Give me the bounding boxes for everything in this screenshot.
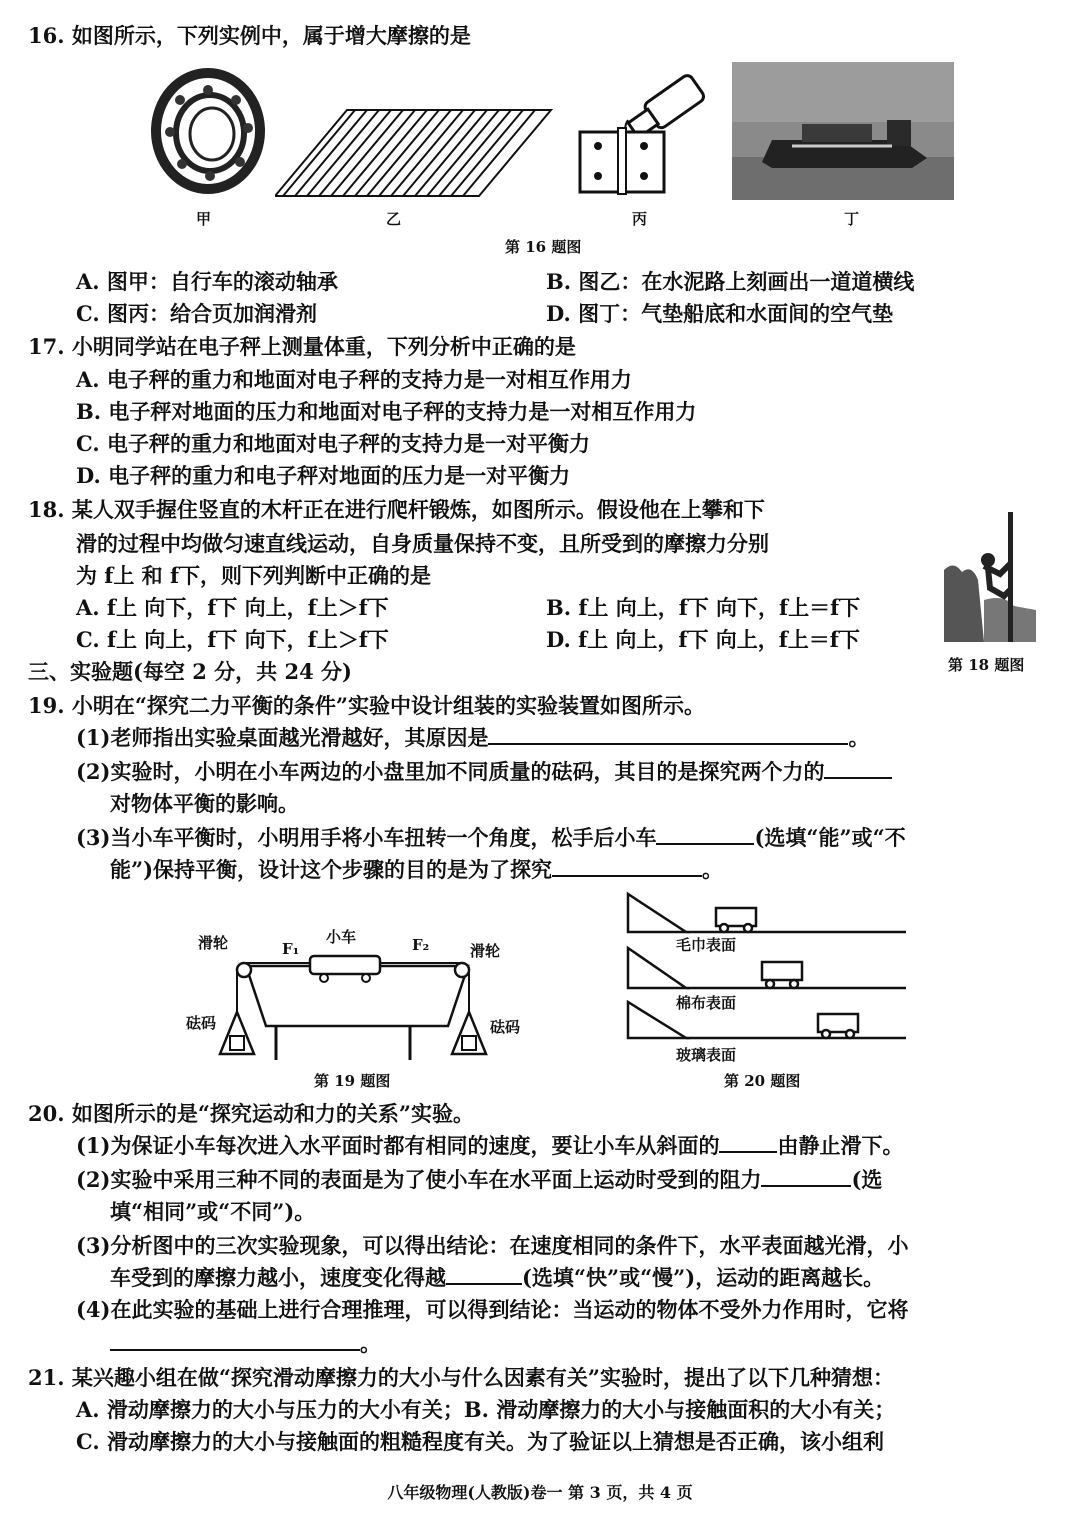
q19-blank1[interactable]	[488, 725, 848, 745]
q20-part2b: 填“相同”或“不同”)。	[110, 1199, 316, 1224]
q17-option-a: A. 电子秤的重力和地面对电子秤的支持力是一对相互作用力	[76, 367, 632, 392]
q19-part3a-text: (3)当小车平衡时，小明用手将小车扭转一个角度，松手后小车	[76, 825, 657, 850]
q20-part3b-tail: (选填“快”或“慢”)，运动的距离越长。	[522, 1265, 885, 1290]
q16-option-c: C. 图丙：给合页加润滑剂	[76, 301, 317, 326]
fig20-ramps	[618, 886, 908, 1056]
fig20-glass: 玻璃表面	[676, 1046, 737, 1064]
fig16-label-jia: 甲	[196, 210, 212, 228]
q17-option-b: B. 电子秤对地面的压力和地面对电子秤的支持力是一对相互作用力	[76, 399, 697, 424]
q20-stem: 20. 如图所示的是“探究运动和力的关系”实验。	[28, 1101, 475, 1126]
q18-option-d: D. f上 向上，f下 向上，f上＝f下	[546, 627, 860, 652]
fig19-caption: 第 19 题图	[314, 1072, 391, 1090]
q19-part2a	[76, 758, 892, 786]
fig20-towel: 毛巾表面	[676, 936, 737, 954]
pole-climber-photo	[944, 510, 1036, 642]
q18-option-c: C. f上 向上，f下 向下，f上＞f下	[76, 627, 389, 652]
fig16-label-bing: 丙	[632, 210, 648, 228]
hinge-oil-figure	[578, 70, 708, 198]
q19-part3b-text: 能”)保持平衡，设计这个步骤的目的是为了探究	[110, 857, 553, 882]
q18-line2: 滑的过程中均做匀速直线运动，自身质量保持不变，且所受到的摩擦力分别	[76, 531, 769, 556]
hovercraft-photo	[732, 62, 954, 200]
page-footer: 八年级物理(人教版)卷一 第 3 页，共 4 页	[387, 1483, 693, 1502]
fig20-caption: 第 20 题图	[724, 1072, 801, 1090]
q20-part2a-choice: (选	[851, 1167, 883, 1192]
fig19-pulley-right: 滑轮	[470, 942, 501, 960]
q20-blank3[interactable]	[446, 1265, 522, 1285]
q19-part3a-choice: (选填“能”或“不	[754, 825, 906, 850]
q19-part2b: 对物体平衡的影响。	[110, 791, 299, 816]
q20-part2a-text: (2)实验中采用三种不同的表面是为了使小车在水平面上运动时受到的阻力	[76, 1167, 762, 1192]
q21-stem: 21. 某兴趣小组在做“探究滑动摩擦力的大小与什么因素有关”实验时，提出了以下几种猜想：	[28, 1365, 895, 1390]
fig19-f2: F₂	[412, 936, 430, 954]
q18-line1: 18. 某人双手握住竖直的木杆正在进行爬杆锻炼，如图所示。假设他在上攀和下	[28, 497, 765, 522]
q19-part1-text: (1)老师指出实验桌面越光滑越好，其原因是	[76, 725, 489, 750]
fig19-f1: F₁	[282, 940, 300, 958]
q20-blank2[interactable]	[761, 1167, 851, 1187]
q19-blank3[interactable]	[656, 825, 754, 845]
q17-option-d: D. 电子秤的重力和电子秤对地面的压力是一对平衡力	[76, 463, 571, 488]
q19-part2a-text: (2)实验时，小明在小车两边的小盘里加不同质量的砝码，其目的是探究两个力的	[76, 759, 825, 784]
q17-option-c: C. 电子秤的重力和地面对电子秤的支持力是一对平衡力	[76, 431, 590, 456]
q16-option-a: A. 图甲：自行车的滚动轴承	[76, 269, 338, 294]
q20-part1	[76, 1132, 903, 1160]
q20-part2a	[76, 1166, 882, 1194]
fig16-label-yi: 乙	[386, 210, 402, 228]
q18-option-a: A. f上 向下，f下 向上，f上＞f下	[76, 595, 389, 620]
q20-part3b	[110, 1264, 884, 1292]
section3-title: 三、实验题(每空 2 分，共 24 分)	[28, 659, 352, 684]
q19-part1: (1)老师指出实验桌面越光滑越好，其原因是 。	[76, 725, 870, 750]
fig20-cotton: 棉布表面	[676, 994, 737, 1012]
q19-part3a	[76, 824, 906, 852]
q20-blank4[interactable]	[110, 1331, 360, 1351]
fig19-cart: 小车	[326, 928, 357, 946]
q20-part4a: (4)在此实验的基础上进行合理推理，可以得到结论：当运动的物体不受外力作用时，它将	[76, 1297, 909, 1322]
fig19-pulley-left: 滑轮	[198, 934, 229, 952]
q20-part3a: (3)分析图中的三次实验现象，可以得出结论：在速度相同的条件下，水平表面越光滑，小	[76, 1233, 909, 1258]
grooved-road-figure	[275, 108, 553, 198]
q16-option-b: B. 图乙：在水泥路上刻画出一道道横线	[546, 269, 915, 294]
q16-stem: 16. 如图所示，下列实例中，属于增大摩擦的是	[28, 23, 471, 48]
q21-line3: C. 滑动摩擦力的大小与接触面的粗糙程度有关。为了验证以上猜想是否正确，该小组利	[76, 1429, 884, 1454]
q19-blank2[interactable]	[824, 759, 892, 779]
fig18-caption: 第 18 题图	[948, 656, 1025, 674]
fig19-weight-left: 砝码	[186, 1014, 217, 1032]
q16-option-d: D. 图丁：气垫船底和水面间的空气垫	[546, 301, 894, 326]
q19-stem: 19. 小明在“探究二力平衡的条件”实验中设计组装的实验装置如图所示。	[28, 693, 706, 718]
q20-part4b: 。	[110, 1330, 381, 1358]
fig19-weight-right: 砝码	[490, 1018, 521, 1036]
q19-blank4[interactable]	[552, 857, 702, 877]
bearing-figure	[148, 66, 268, 196]
q20-blank1[interactable]	[719, 1133, 777, 1153]
q21-line2: A. 滑动摩擦力的大小与压力的大小有关；B. 滑动摩擦力的大小与接触面积的大小有关；	[76, 1397, 896, 1422]
q19-part3b: 能”)保持平衡，设计这个步骤的目的是为了探究 。	[110, 857, 724, 882]
q17-stem: 17. 小明同学站在电子秤上测量体重，下列分析中正确的是	[28, 334, 576, 359]
q20-part3b-text: 车受到的摩擦力越小，速度变化得越	[110, 1265, 446, 1290]
q18-option-b: B. f上 向上，f下 向下，f上＝f下	[546, 595, 861, 620]
fig19-apparatus	[210, 944, 510, 1064]
q20-part1-tail: 由静止滑下。	[777, 1133, 904, 1158]
fig16-label-ding: 丁	[844, 210, 860, 228]
fig16-caption: 第 16 题图	[505, 238, 582, 256]
q20-part1-text: (1)为保证小车每次进入水平面时都有相同的速度，要让小车从斜面的	[76, 1133, 720, 1158]
q18-line3: 为 f上 和 f下，则下列判断中正确的是	[76, 563, 431, 588]
